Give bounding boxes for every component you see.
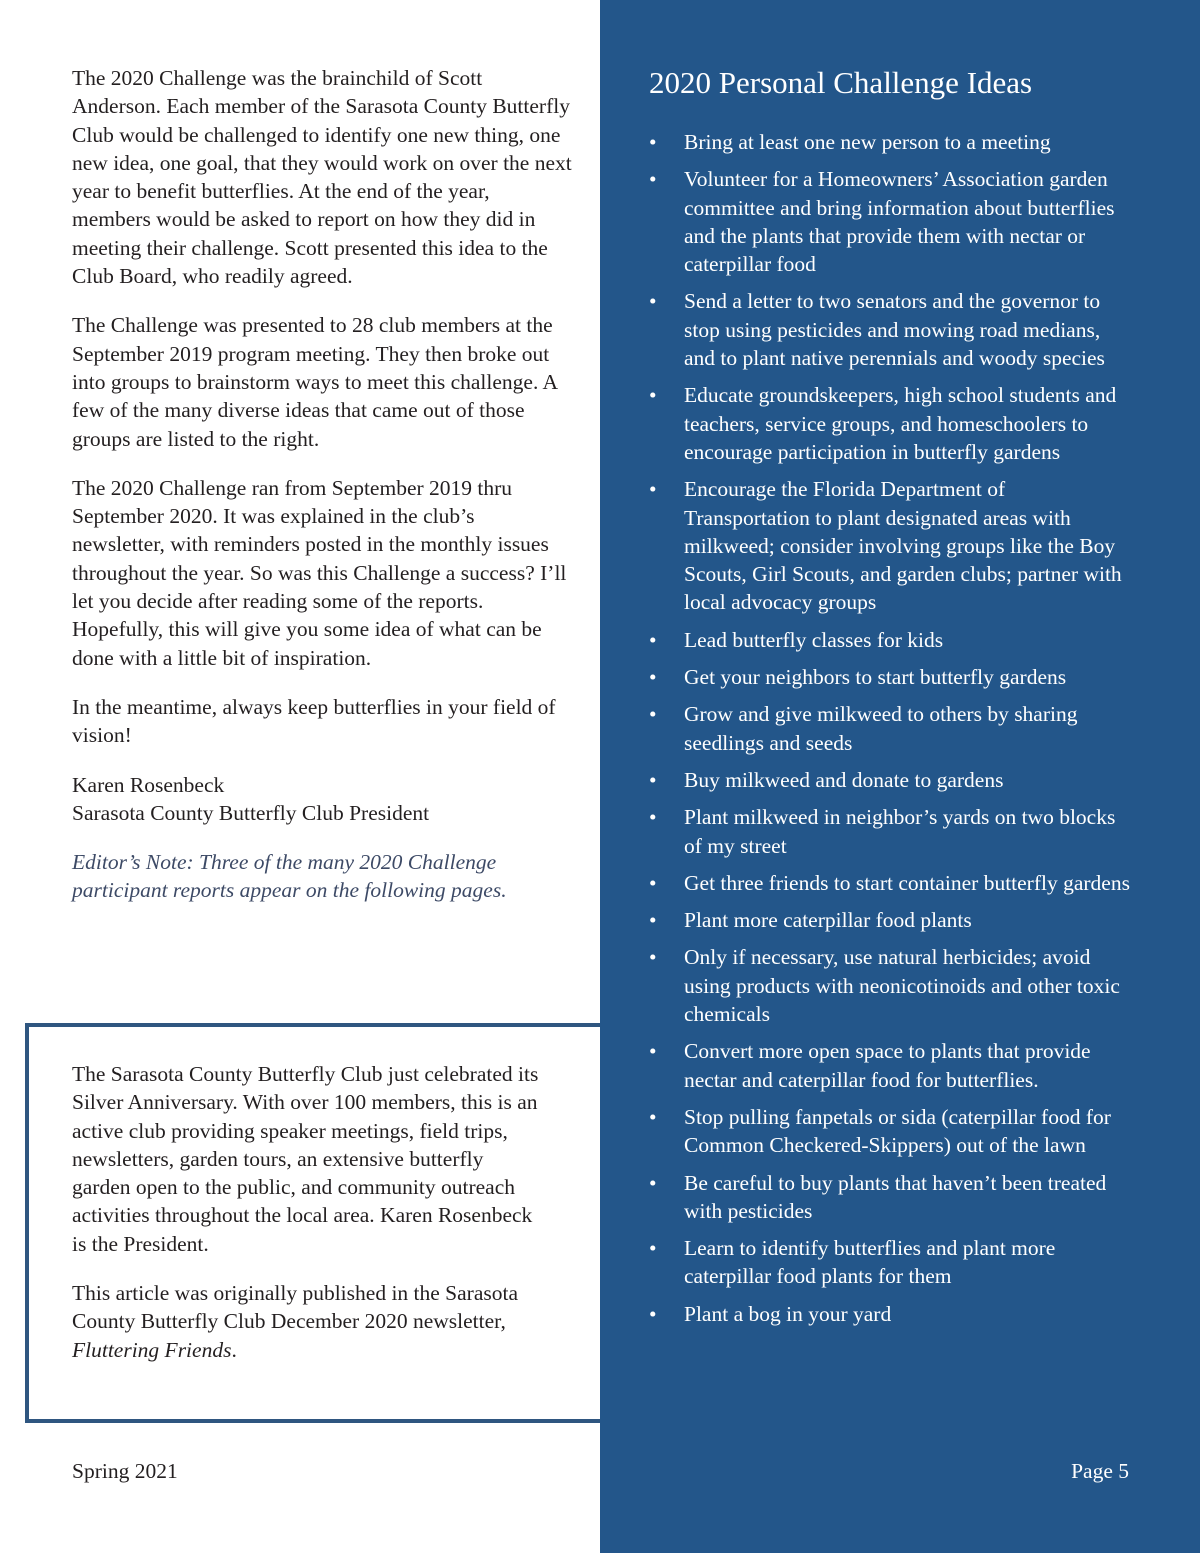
idea-item: • Get three friends to start container butterfly gardens — [684, 869, 1134, 897]
callout-paragraph-2-suffix: . — [231, 1337, 237, 1362]
idea-item: • Only if necessary, use natural herbicides; avoid using products with neonicotinoids and other toxic chemicals — [684, 943, 1134, 1028]
page-number: Page 5 — [1071, 1459, 1129, 1483]
newsletter-title: Fluttering Friends — [72, 1337, 232, 1362]
challenge-ideas-list — [684, 128, 1134, 1337]
intro-paragraph-1: The 2020 Challenge was the brainchild of Scott Anderson. Each member of the Sarasota County Butterfly Club would be challenged to identify one new thing, one new idea, one goal, that they would work on over the next year to benefit butterflies. At the end of the year, members would be asked to report on how they did in meeting their challenge. Scott presented this idea to the Club Board, who readily agreed. — [72, 66, 572, 289]
idea-item: • Plant a bog in your yard — [684, 1300, 1134, 1328]
idea-item: • Plant more caterpillar food plants — [684, 906, 1134, 934]
idea-item: • Bring at least one new person to a meeting — [684, 128, 1134, 156]
idea-item: • Buy milkweed and donate to gardens — [684, 766, 1134, 794]
signature-title: Sarasota County Butterfly Club President — [72, 800, 430, 825]
editor-note: Editor’s Note: Three of the many 2020 Challenge participant reports appear on the following pages. — [72, 850, 507, 903]
issue-label: Spring 2021 — [72, 1459, 178, 1483]
idea-item: • Send a letter to two senators and the governor to stop using pesticides and mowing road medians, and to plant native perennials and woody species — [684, 287, 1134, 372]
callout-paragraph-2 — [72, 1279, 542, 1364]
idea-item: • Convert more open space to plants that provide nectar and caterpillar food for butterflies. — [684, 1037, 1134, 1094]
panel-title: 2020 Personal Challenge Ideas — [649, 65, 1033, 100]
idea-item: • Learn to identify butterflies and plant more caterpillar food plants for them — [684, 1234, 1134, 1291]
idea-item: • Grow and give milkweed to others by sharing seedlings and seeds — [684, 700, 1134, 757]
challenge-ideas-panel — [600, 0, 1200, 1553]
idea-item: • Get your neighbors to start butterfly gardens — [684, 663, 1134, 691]
intro-paragraph-4: In the meantime, always keep butterflies in your field of vision! — [72, 694, 556, 748]
idea-item: • Encourage the Florida Department of Transportation to plant designated areas with milkweed; consider involving groups like the Boy Scouts, Girl Scouts, and garden clubs; partner with local advocacy groups — [684, 475, 1134, 616]
idea-item: • Plant milkweed in neighbor’s yards on two blocks of my street — [684, 803, 1134, 860]
idea-item: • Volunteer for a Homeowners’ Association garden committee and bring information about butterflies and the plants that provide them with nectar or caterpillar food — [684, 165, 1134, 278]
article-intro — [72, 64, 572, 926]
idea-item: • Lead butterfly classes for kids — [684, 626, 1134, 654]
intro-paragraph-3: The 2020 Challenge ran from September 2019 thru September 2020. It was explained in the club’s newsletter, with reminders posted in the monthly issues throughout the year. So was this Challenge a success? I’ll let you decide after reading some of the reports. Hopefully, this will give you some idea of what can be done with a little bit of inspiration. — [72, 475, 567, 670]
callout-paragraph-2-prefix: This article was originally published in the Sarasota County Butterfly Club December 2020 newsletter, — [72, 1281, 519, 1334]
idea-item: • Stop pulling fanpetals or sida (caterpillar food for Common Checkered-Skippers) out of the lawn — [684, 1103, 1134, 1160]
idea-item: • Educate groundskeepers, high school students and teachers, service groups, and homeschoolers to encourage participation in butterfly gardens — [684, 381, 1134, 466]
club-info-callout-text — [72, 1060, 542, 1385]
signature-block — [72, 771, 572, 828]
idea-item: • Be careful to buy plants that haven’t been treated with pesticides — [684, 1169, 1134, 1226]
callout-paragraph-1: The Sarasota County Butterfly Club just celebrated its Silver Anniversary. With over 100 members, this is an active club providing speaker meetings, field trips, newsletters, garden tours, an extensive butterfly garden open to the public, and community outreach activities throughout the local area. Karen Rosenbeck is the President. — [72, 1062, 539, 1256]
intro-paragraph-2: The Challenge was presented to 28 club members at the September 2019 program meeting. They then broke out into groups to brainstorm ways to meet this challenge. A few of the many diverse ideas that came out of those groups are listed to the right. — [72, 313, 557, 451]
signature-name: Karen Rosenbeck — [72, 772, 225, 797]
